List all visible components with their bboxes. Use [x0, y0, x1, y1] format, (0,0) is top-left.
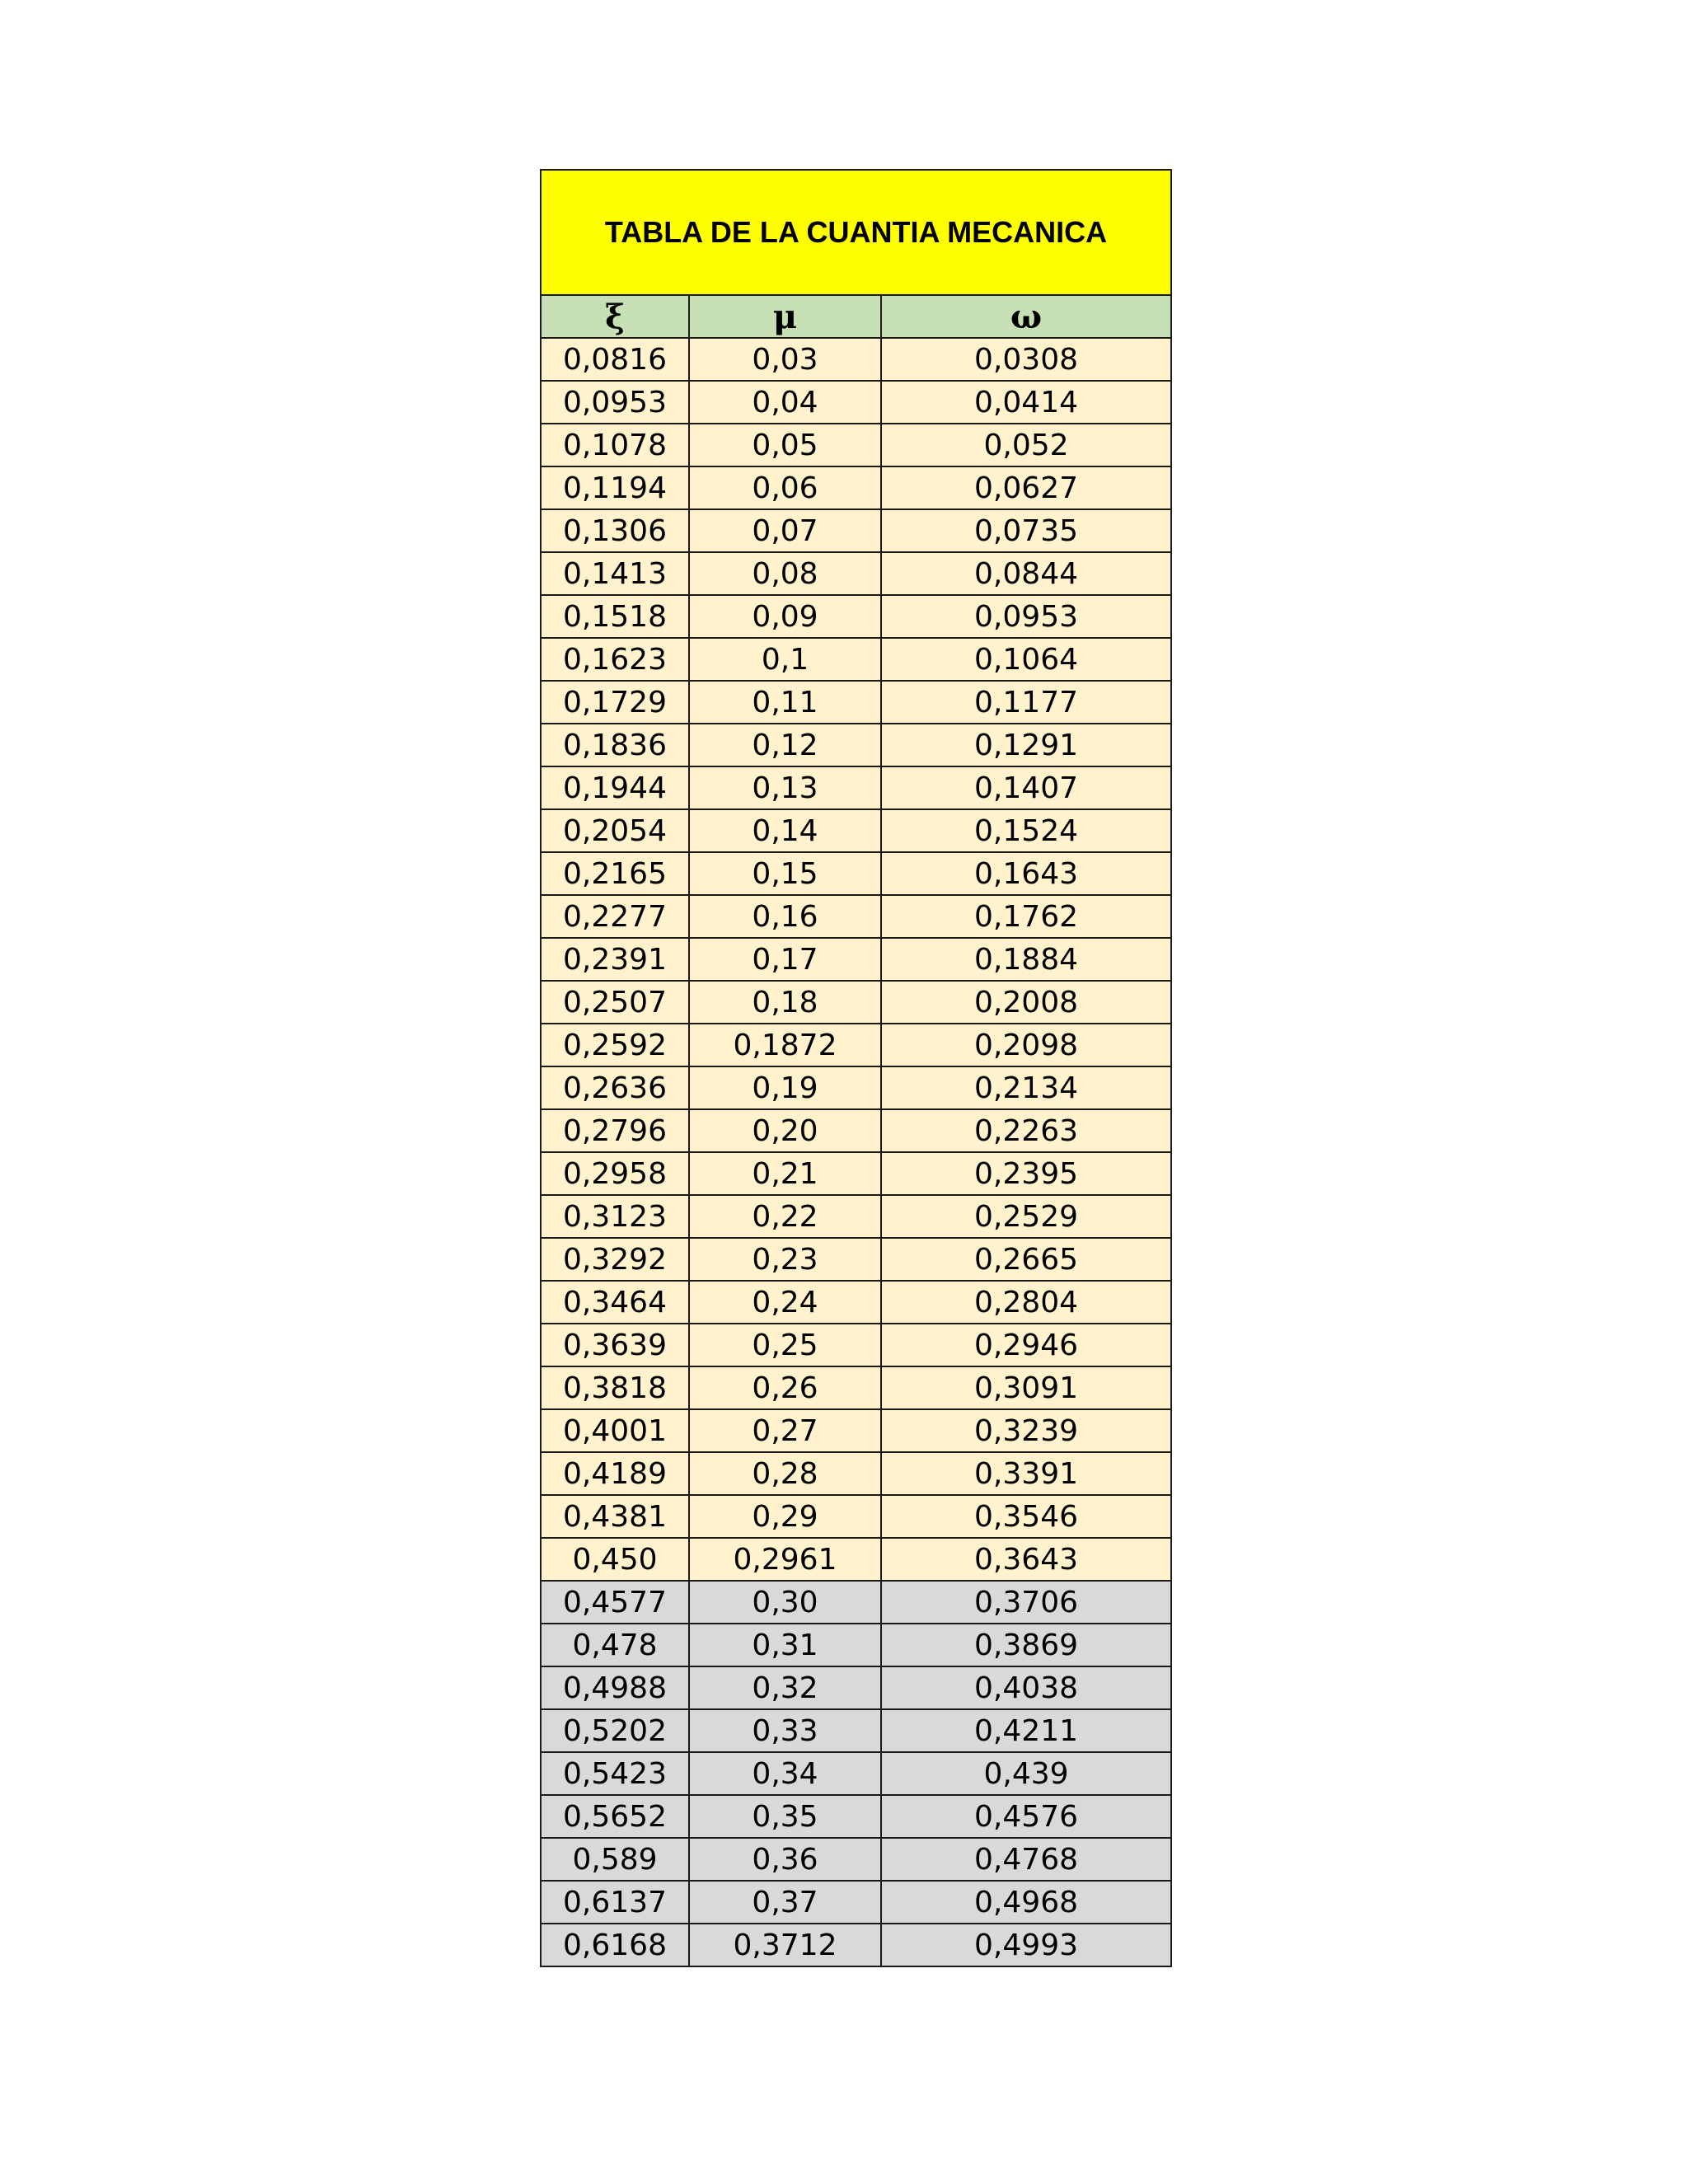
cell-mu: 0,36: [689, 1838, 881, 1881]
cell-omega: 0,2098: [881, 1024, 1171, 1066]
cell-omega: 0,1643: [881, 852, 1171, 895]
cell-mu: 0,2961: [689, 1538, 881, 1581]
table-row: [541, 766, 1171, 809]
cell-omega: 0,4993: [881, 1924, 1171, 1966]
cell-xi: 0,1836: [541, 724, 689, 766]
cell-omega: 0,0953: [881, 595, 1171, 638]
cell-mu: 0,30: [689, 1581, 881, 1624]
cell-xi: 0,450: [541, 1538, 689, 1581]
cell-xi: 0,4189: [541, 1452, 689, 1495]
cell-omega: 0,1177: [881, 681, 1171, 724]
cell-xi: 0,4988: [541, 1666, 689, 1709]
cell-mu: 0,26: [689, 1366, 881, 1409]
cell-omega: 0,3706: [881, 1581, 1171, 1624]
cell-mu: 0,28: [689, 1452, 881, 1495]
cell-xi: 0,2054: [541, 809, 689, 852]
table-row: [541, 938, 1171, 981]
table-row: [541, 1366, 1171, 1409]
cell-omega: 0,4768: [881, 1838, 1171, 1881]
cell-xi: 0,6168: [541, 1924, 689, 1966]
cell-omega: 0,2946: [881, 1324, 1171, 1366]
table-row: [541, 1152, 1171, 1195]
cuantia-table: [540, 169, 1172, 1967]
cell-xi: 0,1413: [541, 552, 689, 595]
cell-xi: 0,3818: [541, 1366, 689, 1409]
table-row: [541, 1324, 1171, 1366]
cell-mu: 0,09: [689, 595, 881, 638]
cell-omega: 0,2008: [881, 981, 1171, 1024]
cell-omega: 0,1762: [881, 895, 1171, 938]
cell-mu: 0,27: [689, 1409, 881, 1452]
table-row: [541, 466, 1171, 509]
table-row: [541, 1066, 1171, 1109]
cell-mu: 0,1872: [689, 1024, 881, 1066]
table-row: [541, 1238, 1171, 1281]
cell-omega: 0,1064: [881, 638, 1171, 681]
table-row: [541, 381, 1171, 424]
cell-omega: 0,0627: [881, 466, 1171, 509]
cell-mu: 0,3712: [689, 1924, 881, 1966]
table-row: [541, 1109, 1171, 1152]
table-row: [541, 981, 1171, 1024]
cell-omega: 0,439: [881, 1752, 1171, 1795]
cell-mu: 0,15: [689, 852, 881, 895]
cell-omega: 0,3091: [881, 1366, 1171, 1409]
cell-xi: 0,2592: [541, 1024, 689, 1066]
table-row: [541, 852, 1171, 895]
cell-mu: 0,22: [689, 1195, 881, 1238]
cell-xi: 0,2165: [541, 852, 689, 895]
cell-mu: 0,12: [689, 724, 881, 766]
cell-omega: 0,1884: [881, 938, 1171, 981]
cell-xi: 0,4381: [541, 1495, 689, 1538]
cell-omega: 0,3391: [881, 1452, 1171, 1495]
cell-omega: 0,3869: [881, 1624, 1171, 1666]
table-row: [541, 809, 1171, 852]
cell-mu: 0,33: [689, 1709, 881, 1752]
cell-omega: 0,4968: [881, 1881, 1171, 1924]
cell-omega: 0,4576: [881, 1795, 1171, 1838]
header-omega: ω: [881, 295, 1171, 338]
cell-xi: 0,1944: [541, 766, 689, 809]
cell-mu: 0,19: [689, 1066, 881, 1109]
cell-omega: 0,3239: [881, 1409, 1171, 1452]
header-mu: μ: [689, 295, 881, 338]
cell-xi: 0,0953: [541, 381, 689, 424]
cell-xi: 0,1729: [541, 681, 689, 724]
cell-xi: 0,5202: [541, 1709, 689, 1752]
cell-xi: 0,2277: [541, 895, 689, 938]
cell-xi: 0,3292: [541, 1238, 689, 1281]
cell-mu: 0,03: [689, 338, 881, 381]
cell-omega: 0,2263: [881, 1109, 1171, 1152]
cell-mu: 0,08: [689, 552, 881, 595]
cell-xi: 0,2958: [541, 1152, 689, 1195]
table-row: [541, 1666, 1171, 1709]
table-row: [541, 1452, 1171, 1495]
cell-omega: 0,1407: [881, 766, 1171, 809]
cuantia-table-container: [540, 169, 1170, 1967]
table-row: [541, 681, 1171, 724]
cell-mu: 0,05: [689, 424, 881, 466]
table-row: [541, 1624, 1171, 1666]
table-row: [541, 1752, 1171, 1795]
table-row: [541, 595, 1171, 638]
cell-mu: 0,13: [689, 766, 881, 809]
cell-mu: 0,21: [689, 1152, 881, 1195]
table-row: [541, 1195, 1171, 1238]
cell-mu: 0,24: [689, 1281, 881, 1324]
cell-xi: 0,478: [541, 1624, 689, 1666]
table-row: [541, 338, 1171, 381]
cell-mu: 0,04: [689, 381, 881, 424]
cell-xi: 0,2507: [541, 981, 689, 1024]
cell-mu: 0,17: [689, 938, 881, 981]
cell-omega: 0,4211: [881, 1709, 1171, 1752]
cell-mu: 0,14: [689, 809, 881, 852]
table-row: [541, 638, 1171, 681]
cell-omega: 0,2804: [881, 1281, 1171, 1324]
cell-mu: 0,35: [689, 1795, 881, 1838]
cell-xi: 0,2391: [541, 938, 689, 981]
table-row: [541, 1709, 1171, 1752]
table-title: TABLA DE LA CUANTIA MECANICA: [541, 170, 1171, 295]
table-row: [541, 1581, 1171, 1624]
cell-mu: 0,32: [689, 1666, 881, 1709]
cell-omega: 0,2529: [881, 1195, 1171, 1238]
cell-xi: 0,0816: [541, 338, 689, 381]
cell-xi: 0,1306: [541, 509, 689, 552]
cell-xi: 0,4577: [541, 1581, 689, 1624]
cell-xi: 0,1194: [541, 466, 689, 509]
table-row: [541, 724, 1171, 766]
cell-xi: 0,3123: [541, 1195, 689, 1238]
cell-omega: 0,1524: [881, 809, 1171, 852]
cell-mu: 0,37: [689, 1881, 881, 1924]
cell-omega: 0,1291: [881, 724, 1171, 766]
cell-xi: 0,5652: [541, 1795, 689, 1838]
table-row: [541, 1495, 1171, 1538]
cell-xi: 0,3639: [541, 1324, 689, 1366]
cell-omega: 0,2134: [881, 1066, 1171, 1109]
cell-omega: 0,052: [881, 424, 1171, 466]
cell-mu: 0,11: [689, 681, 881, 724]
title-row: [541, 170, 1171, 295]
table-row: [541, 895, 1171, 938]
cell-mu: 0,34: [689, 1752, 881, 1795]
symbol-header-row: [541, 295, 1171, 338]
cell-mu: 0,23: [689, 1238, 881, 1281]
cell-mu: 0,25: [689, 1324, 881, 1366]
cell-xi: 0,1623: [541, 638, 689, 681]
cell-mu: 0,20: [689, 1109, 881, 1152]
table-row: [541, 1281, 1171, 1324]
table-row: [541, 1881, 1171, 1924]
cell-xi: 0,2796: [541, 1109, 689, 1152]
table-row: [541, 1024, 1171, 1066]
cell-omega: 0,2665: [881, 1238, 1171, 1281]
cell-omega: 0,0735: [881, 509, 1171, 552]
cell-omega: 0,3643: [881, 1538, 1171, 1581]
cell-omega: 0,3546: [881, 1495, 1171, 1538]
cell-xi: 0,2636: [541, 1066, 689, 1109]
cell-omega: 0,0308: [881, 338, 1171, 381]
cell-xi: 0,589: [541, 1838, 689, 1881]
cell-mu: 0,31: [689, 1624, 881, 1666]
cell-xi: 0,1078: [541, 424, 689, 466]
cell-xi: 0,3464: [541, 1281, 689, 1324]
cell-xi: 0,1518: [541, 595, 689, 638]
cell-mu: 0,16: [689, 895, 881, 938]
cell-mu: 0,1: [689, 638, 881, 681]
cell-omega: 0,0414: [881, 381, 1171, 424]
cell-mu: 0,29: [689, 1495, 881, 1538]
table-row: [541, 1795, 1171, 1838]
table-row: [541, 424, 1171, 466]
cell-omega: 0,0844: [881, 552, 1171, 595]
cell-xi: 0,6137: [541, 1881, 689, 1924]
table-row: [541, 1409, 1171, 1452]
table-row: [541, 509, 1171, 552]
cell-xi: 0,4001: [541, 1409, 689, 1452]
cell-xi: 0,5423: [541, 1752, 689, 1795]
cell-mu: 0,06: [689, 466, 881, 509]
table-row: [541, 1924, 1171, 1966]
table-body: [541, 338, 1171, 1966]
table-row: [541, 1538, 1171, 1581]
table-row: [541, 552, 1171, 595]
table-row: [541, 1838, 1171, 1881]
cell-omega: 0,2395: [881, 1152, 1171, 1195]
header-xi: ξ: [541, 295, 689, 338]
cell-mu: 0,07: [689, 509, 881, 552]
cell-omega: 0,4038: [881, 1666, 1171, 1709]
cell-mu: 0,18: [689, 981, 881, 1024]
